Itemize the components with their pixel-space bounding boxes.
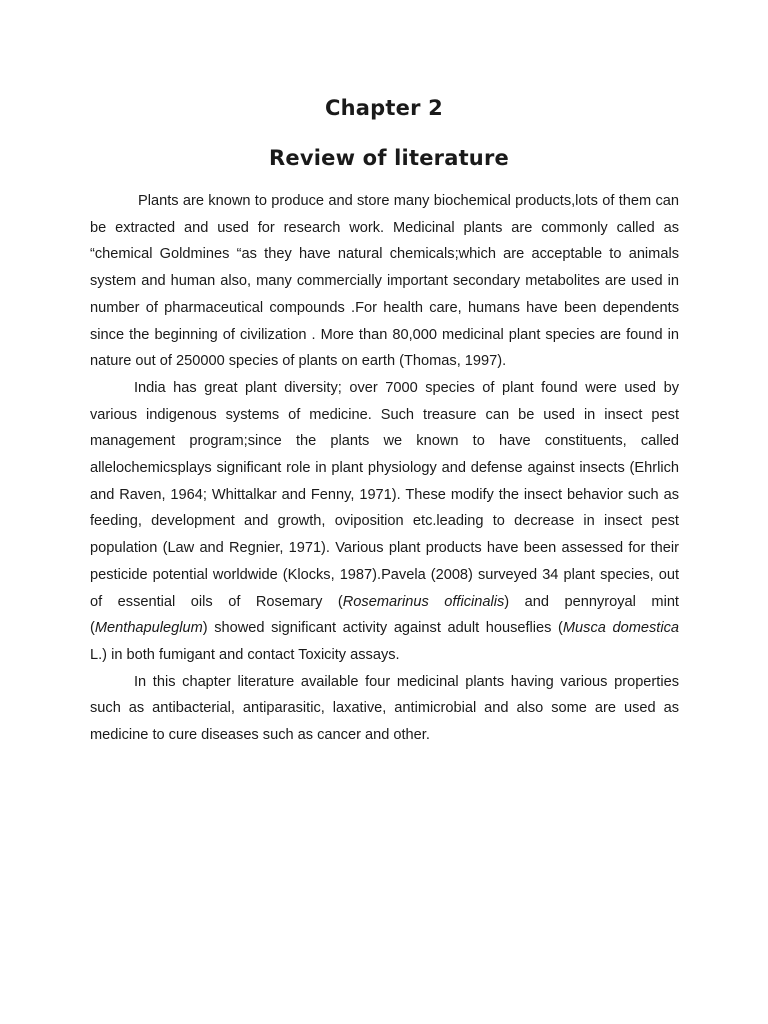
paragraph-text: ) and pennyroyal mint ( — [90, 593, 679, 637]
paragraph-1 — [90, 188, 679, 375]
body-text — [90, 188, 679, 749]
species-name-mint: Menthapuleglum — [94, 620, 203, 637]
paragraph-3 — [90, 669, 679, 749]
paragraph-text: L.) in both fumigant and contact Toxicity assays. — [90, 646, 400, 663]
section-title: Review of literature — [269, 146, 509, 170]
paragraph-text: ) showed significant activity against adult houseflies ( — [202, 620, 563, 637]
paragraph-text: In this chapter literature available four medicinal plants having various properties such as antibacterial, antiparasitic, laxative, antimicrobial and also some are used as medicine to cure diseases such as cancer and other. — [90, 673, 679, 744]
paragraph-2 — [90, 375, 679, 669]
paragraph-text: India has great plant diversity; over 7000 species of plant found were used by various indigenous systems of medicine. Such treasure can be used in insect pest management program;since the plants we known to have constituents, called allelochemicsplays significant role in plant physiology and defense against insects (Ehrlich and Raven, 1964; Whittalkar and Fenny, 1971). These modify the insect behavior such as feeding, development and growth, oviposition etc.leading to decrease in insect pest population (Law and Regnier, 1971). Various plant products have been assessed for their pesticide potential worldwide (Klocks, 1987).Pavela (2008) surveyed 34 plant species, out of essential oils of Rosemary ( — [90, 379, 679, 610]
species-name-housefly: Musca domestica — [562, 620, 679, 637]
paragraph-text: Plants are known to produce and store many biochemical products,lots of them can be extracted and used for research work. Medicinal plants are commonly called as “chemical Goldmines “as they have natural chemicals;which are acceptable to animals system and human also, many commercially important secondary metabolites are used in number of pharmaceutical compounds .For health care, humans have been dependents since the beginning of civilization . More than 80,000 medicinal plant species are found in nature out of 250000 species of plants on earth (Thomas, 1997). — [90, 193, 679, 370]
chapter-heading: Chapter 2 — [325, 96, 443, 120]
species-name-rosemary: Rosemarinus officinalis — [342, 593, 505, 610]
